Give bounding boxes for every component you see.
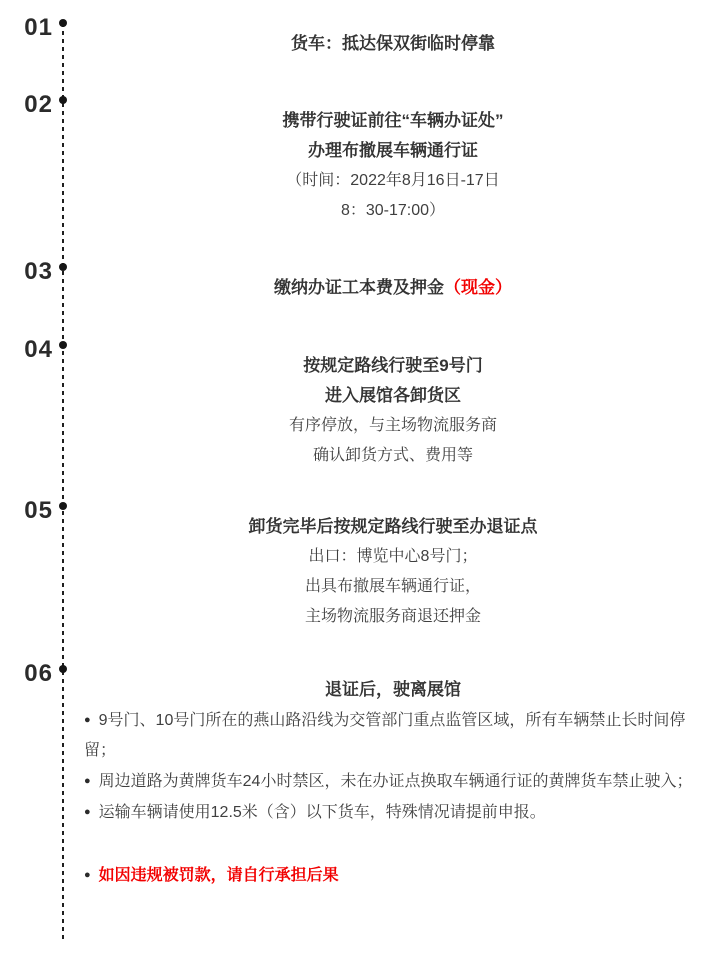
step-detail: 8：30-17:00） (340, 202, 446, 219)
step-content (80, 345, 706, 471)
step-number: 05 (24, 497, 53, 524)
notice-text: 运输车辆请使用12.5米（含）以下货车，特殊情况请提前申报。 (98, 804, 546, 821)
step-heading (80, 273, 706, 304)
step-detail: （时间：2022年8月16日-17日 (286, 172, 500, 189)
step-number: 04 (24, 336, 53, 363)
notice-item (80, 705, 706, 766)
timeline-dot (59, 341, 67, 349)
timeline-dot (59, 665, 67, 673)
step-02 (0, 91, 724, 226)
notice-item-warning (80, 860, 706, 891)
step-content (80, 267, 706, 304)
step-heading: 退证后，驶离展馆 (325, 680, 461, 699)
step-heading: 卸货完毕后按规定路线行驶至办退证点 (248, 517, 538, 536)
timeline-dot (59, 502, 67, 510)
bullet-icon: ● (84, 775, 91, 787)
bullet-icon: ● (84, 869, 91, 881)
step-heading: 携带行驶证前往“车辆办证处” (282, 111, 504, 130)
step-content (80, 669, 706, 891)
step-heading-text: 缴纳办证工本费及押金 (274, 278, 444, 297)
timeline-dot (59, 263, 67, 271)
step-heading: 按规定路线行驶至9号门 (303, 356, 483, 375)
step-04 (0, 336, 724, 471)
notice-item (80, 797, 706, 828)
step-heading: 进入展馆各卸货区 (325, 386, 461, 405)
step-heading: 货车：抵达保双街临时停靠 (291, 34, 495, 53)
step-detail: 主场物流服务商退还押金 (304, 608, 481, 625)
step-number: 02 (24, 91, 53, 118)
step-content (80, 23, 706, 59)
step-number: 06 (24, 660, 53, 687)
step-03 (0, 258, 724, 304)
step-heading-highlight: （现金） (444, 278, 512, 297)
step-detail: 出具布撤展车辆通行证， (304, 578, 481, 595)
bullet-icon: ● (84, 806, 91, 818)
step-number: 01 (24, 14, 53, 41)
step-06 (0, 660, 724, 891)
notice-text: 9号门、10号门所在的燕山路沿线为交管部门重点监管区域，所有车辆禁止长时间停留； (84, 712, 686, 759)
step-detail: 有序停放，与主场物流服务商 (288, 417, 497, 434)
step-detail: 确认卸货方式、费用等 (312, 447, 473, 464)
step-01 (0, 14, 724, 59)
step-detail: 出口：博览中心8号门； (308, 548, 478, 565)
step-heading: 办理布撤展车辆通行证 (308, 141, 478, 160)
notice-text: 周边道路为黄牌货车24小时禁区，未在办证点换取车辆通行证的黄牌货车禁止驶入； (98, 773, 693, 790)
step-05 (0, 497, 724, 632)
bullet-icon: ● (84, 714, 91, 726)
timeline-dot (59, 19, 67, 27)
notice-text-warning: 如因违规被罚款，请自行承担后果 (98, 867, 339, 884)
step-number: 03 (24, 258, 53, 285)
notice-item (80, 766, 706, 797)
step-content (80, 506, 706, 632)
step-content (80, 100, 706, 226)
timeline-dot (59, 96, 67, 104)
